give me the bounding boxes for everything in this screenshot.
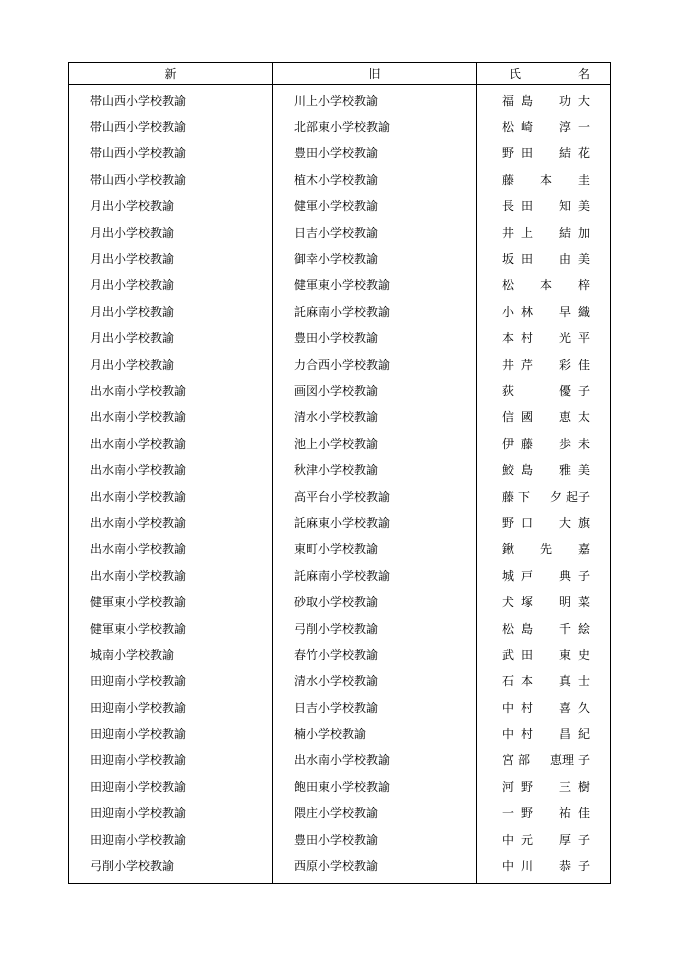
name-part: 厚 — [558, 832, 571, 847]
table-row — [69, 826, 611, 852]
name-part: 坂 — [502, 252, 515, 267]
name-part: 田 — [521, 647, 534, 662]
table-row — [69, 773, 611, 799]
personnel-table — [68, 62, 611, 884]
name-part — [540, 778, 552, 795]
new-position: 田迎南小学校教諭 — [69, 668, 273, 694]
name-part — [540, 356, 552, 373]
name-part: 野 — [502, 146, 515, 161]
header-new: 新 — [69, 63, 273, 85]
table-row — [69, 720, 611, 746]
old-position: 清水小学校教諭 — [273, 668, 477, 694]
name-part: 夕 — [549, 489, 562, 504]
person-name — [477, 641, 611, 667]
name-part: 野 — [502, 515, 515, 530]
old-position: 出水南小学校教諭 — [273, 747, 477, 773]
name-part: 宮 — [502, 753, 515, 768]
table-row — [69, 668, 611, 694]
name-part: 本 — [521, 674, 534, 689]
table-row — [69, 166, 611, 192]
table-row — [69, 219, 611, 245]
old-position: 画図小学校教諭 — [273, 377, 477, 403]
person-name — [477, 588, 611, 614]
old-position: 楠小学校教諭 — [273, 720, 477, 746]
name-part: 藤 — [502, 489, 515, 504]
new-position: 田迎南小学校教諭 — [69, 800, 273, 826]
person-name — [477, 430, 611, 456]
name-part: 美 — [577, 463, 590, 478]
person-name — [477, 509, 611, 535]
name-part: 下 — [518, 489, 531, 504]
name-part: 井 — [502, 357, 515, 372]
name-part — [534, 488, 546, 505]
person-name — [477, 747, 611, 773]
name-part — [521, 382, 533, 399]
name-part: 芹 — [521, 357, 534, 372]
name-part: 雅 — [558, 463, 571, 478]
name-part — [540, 699, 552, 716]
name-part: 犬 — [502, 595, 515, 610]
name-part: 口 — [521, 515, 534, 530]
name-part: 東 — [558, 647, 571, 662]
table-row — [69, 351, 611, 377]
table-row — [69, 193, 611, 219]
name-part: 松 — [502, 278, 515, 293]
name-part — [540, 382, 552, 399]
name-part — [540, 804, 552, 821]
header-row — [69, 63, 611, 85]
new-position: 月出小学校教諭 — [69, 298, 273, 324]
name-part: 嘉 — [577, 542, 590, 557]
old-position: 植木小学校教諭 — [273, 166, 477, 192]
name-part: 美 — [577, 252, 590, 267]
old-position: 御幸小学校教諭 — [273, 245, 477, 271]
person-name — [477, 351, 611, 377]
name-part: 野 — [521, 806, 534, 821]
name-part: 崎 — [521, 120, 534, 135]
name-part — [521, 276, 533, 293]
person-name — [477, 166, 611, 192]
name-part: 中 — [502, 832, 515, 847]
person-name — [477, 140, 611, 166]
name-part — [540, 250, 552, 267]
old-position: 豊田小学校教諭 — [273, 325, 477, 351]
name-part: 河 — [502, 779, 515, 794]
name-part: 由 — [558, 252, 571, 267]
name-part: 本 — [539, 278, 552, 293]
name-part: 佳 — [577, 357, 590, 372]
name-part — [559, 171, 571, 188]
name-part: 千 — [558, 621, 571, 636]
new-position: 弓削小学校教諭 — [69, 852, 273, 883]
name-part: 大 — [558, 515, 571, 530]
old-position: 春竹小学校教諭 — [273, 641, 477, 667]
name-part — [540, 672, 552, 689]
name-part: 恭 — [558, 859, 571, 874]
name-part: 未 — [577, 436, 590, 451]
name-part: 久 — [577, 700, 590, 715]
name-part: 佳 — [577, 806, 590, 821]
old-position: 日吉小学校教諭 — [273, 219, 477, 245]
new-position: 月出小学校教諭 — [69, 219, 273, 245]
person-name — [477, 668, 611, 694]
name-part: 早 — [558, 304, 571, 319]
name-part: 花 — [577, 146, 590, 161]
name-part: 部 — [518, 753, 531, 768]
new-position: 出水南小学校教諭 — [69, 377, 273, 403]
name-part: 塚 — [521, 595, 534, 610]
name-part — [559, 276, 571, 293]
name-part: 子 — [577, 383, 590, 398]
table-row — [69, 615, 611, 641]
name-part — [540, 620, 552, 637]
name-part: 村 — [521, 700, 534, 715]
name-part — [540, 593, 552, 610]
name-part: 歩 — [558, 436, 571, 451]
name-part: 元 — [521, 832, 534, 847]
new-position: 月出小学校教諭 — [69, 272, 273, 298]
name-part: 平 — [577, 331, 590, 346]
new-position: 出水南小学校教諭 — [69, 536, 273, 562]
old-position: 川上小学校教諭 — [273, 85, 477, 114]
table-row — [69, 456, 611, 482]
new-position: 帯山西小学校教諭 — [69, 113, 273, 139]
name-part — [540, 144, 552, 161]
name-part: 鮫 — [502, 463, 515, 478]
old-position: 弓削小学校教諭 — [273, 615, 477, 641]
name-part: 旗 — [577, 515, 590, 530]
person-name — [477, 245, 611, 271]
new-position: 健軍東小学校教諭 — [69, 588, 273, 614]
table-row — [69, 588, 611, 614]
old-position: 隈庄小学校教諭 — [273, 800, 477, 826]
name-part: 川 — [521, 859, 534, 874]
header-name — [477, 63, 611, 85]
new-position: 健軍東小学校教諭 — [69, 615, 273, 641]
name-part: 小 — [502, 304, 515, 319]
name-part: 長 — [502, 199, 515, 214]
name-part: 田 — [521, 199, 534, 214]
name-part: 島 — [521, 93, 534, 108]
name-part: 樹 — [577, 779, 590, 794]
new-position: 月出小学校教諭 — [69, 351, 273, 377]
name-part: 井 — [502, 225, 515, 240]
person-name — [477, 193, 611, 219]
name-part: 島 — [521, 621, 534, 636]
table-row — [69, 800, 611, 826]
person-name — [477, 615, 611, 641]
new-position: 帯山西小学校教諭 — [69, 140, 273, 166]
person-name — [477, 773, 611, 799]
name-part: 村 — [521, 331, 534, 346]
name-part: 福 — [502, 93, 515, 108]
new-position: 田迎南小学校教諭 — [69, 694, 273, 720]
name-part: 島 — [521, 463, 534, 478]
name-part — [540, 831, 552, 848]
name-part: 國 — [521, 410, 534, 425]
name-part: 林 — [521, 304, 534, 319]
table-row — [69, 404, 611, 430]
table-row — [69, 245, 611, 271]
name-part: 士 — [577, 674, 590, 689]
name-part: 子 — [577, 832, 590, 847]
name-part: 知 — [558, 199, 571, 214]
person-name — [477, 298, 611, 324]
old-position: 秋津小学校教諭 — [273, 456, 477, 482]
name-part: 恵 — [558, 410, 571, 425]
table-row — [69, 747, 611, 773]
person-name — [477, 404, 611, 430]
name-part: 美 — [577, 199, 590, 214]
name-part: 起子 — [565, 489, 590, 504]
name-part: 鍬 — [502, 542, 515, 557]
old-position: 砂取小学校教諭 — [273, 588, 477, 614]
name-part: 大 — [577, 93, 590, 108]
name-part — [540, 408, 552, 425]
name-part: 三 — [558, 779, 571, 794]
name-part: 子 — [577, 753, 590, 768]
person-name — [477, 483, 611, 509]
person-name — [477, 85, 611, 114]
old-position: 託麻南小学校教諭 — [273, 298, 477, 324]
person-name — [477, 536, 611, 562]
name-part: 伊 — [502, 436, 515, 451]
name-part: 昌 — [558, 727, 571, 742]
new-position: 出水南小学校教諭 — [69, 456, 273, 482]
old-position: 健軍小学校教諭 — [273, 193, 477, 219]
old-position: 日吉小学校教諭 — [273, 694, 477, 720]
name-part — [540, 725, 552, 742]
name-part — [540, 92, 552, 109]
name-part: 藤 — [521, 436, 534, 451]
name-part: 子 — [577, 859, 590, 874]
name-part: 一 — [502, 806, 515, 821]
name-part — [521, 171, 533, 188]
new-position: 城南小学校教諭 — [69, 641, 273, 667]
name-part: 優 — [558, 383, 571, 398]
new-position: 田迎南小学校教諭 — [69, 747, 273, 773]
name-part: 中 — [502, 727, 515, 742]
name-part: 絵 — [577, 621, 590, 636]
name-part: 城 — [502, 568, 515, 583]
name-part: 武 — [502, 647, 515, 662]
name-part — [540, 567, 552, 584]
name-part — [540, 329, 552, 346]
old-position: 高平台小学校教諭 — [273, 483, 477, 509]
name-part: 光 — [558, 331, 571, 346]
table-row — [69, 852, 611, 883]
table-row — [69, 483, 611, 509]
name-part — [540, 224, 552, 241]
name-part: 松 — [502, 120, 515, 135]
new-position: 出水南小学校教諭 — [69, 404, 273, 430]
header-old: 旧 — [273, 63, 477, 85]
name-part: 本 — [539, 172, 552, 187]
name-part: 結 — [558, 146, 571, 161]
old-position: 北部東小学校教諭 — [273, 113, 477, 139]
name-part: 織 — [577, 304, 590, 319]
name-part: 上 — [521, 225, 534, 240]
name-part: 中 — [502, 700, 515, 715]
table-row — [69, 85, 611, 114]
name-part: 喜 — [558, 700, 571, 715]
person-name — [477, 272, 611, 298]
name-part: 田 — [521, 252, 534, 267]
new-position: 田迎南小学校教諭 — [69, 826, 273, 852]
name-part — [559, 540, 571, 557]
new-position: 月出小学校教諭 — [69, 245, 273, 271]
name-part — [540, 857, 552, 874]
name-part: 彩 — [558, 357, 571, 372]
new-position: 帯山西小学校教諭 — [69, 85, 273, 114]
table-row — [69, 694, 611, 720]
new-position: 月出小学校教諭 — [69, 193, 273, 219]
name-part: 先 — [539, 542, 552, 557]
name-part: 圭 — [577, 172, 590, 187]
person-name — [477, 694, 611, 720]
person-name — [477, 456, 611, 482]
name-part: 藤 — [502, 172, 515, 187]
old-position: 池上小学校教諭 — [273, 430, 477, 456]
new-position: 田迎南小学校教諭 — [69, 720, 273, 746]
old-position: 豊田小学校教諭 — [273, 826, 477, 852]
table-row — [69, 377, 611, 403]
name-part: 荻 — [502, 383, 515, 398]
old-position: 託麻南小学校教諭 — [273, 562, 477, 588]
header-name-b: 名 — [577, 67, 590, 81]
person-name — [477, 325, 611, 351]
person-name — [477, 562, 611, 588]
name-part: 紀 — [577, 727, 590, 742]
name-part — [534, 751, 546, 768]
person-name — [477, 852, 611, 883]
old-position: 西原小学校教諭 — [273, 852, 477, 883]
name-part: 野 — [521, 779, 534, 794]
person-name — [477, 219, 611, 245]
table-row — [69, 325, 611, 351]
name-part — [540, 118, 552, 135]
name-part: 一 — [577, 120, 590, 135]
table-row — [69, 272, 611, 298]
name-part: 結 — [558, 225, 571, 240]
old-position: 飽田東小学校教諭 — [273, 773, 477, 799]
name-part — [540, 435, 552, 452]
old-position: 力合西小学校教諭 — [273, 351, 477, 377]
new-position: 田迎南小学校教諭 — [69, 773, 273, 799]
new-position: 出水南小学校教諭 — [69, 430, 273, 456]
new-position: 月出小学校教諭 — [69, 325, 273, 351]
name-part: 本 — [502, 331, 515, 346]
person-name — [477, 113, 611, 139]
name-part: 太 — [577, 410, 590, 425]
name-part — [540, 197, 552, 214]
name-part: 松 — [502, 621, 515, 636]
old-position: 東町小学校教諭 — [273, 536, 477, 562]
name-part: 真 — [558, 674, 571, 689]
table-row — [69, 113, 611, 139]
new-position: 出水南小学校教諭 — [69, 483, 273, 509]
person-name — [477, 720, 611, 746]
name-part: 信 — [502, 410, 515, 425]
name-part: 史 — [577, 647, 590, 662]
person-name — [477, 377, 611, 403]
new-position: 出水南小学校教諭 — [69, 562, 273, 588]
name-part: 中 — [502, 859, 515, 874]
name-part — [540, 514, 552, 531]
header-name-a: 氏 — [509, 67, 522, 81]
old-position: 託麻東小学校教諭 — [273, 509, 477, 535]
name-part: 明 — [558, 595, 571, 610]
name-part — [540, 303, 552, 320]
new-position: 出水南小学校教諭 — [69, 509, 273, 535]
name-part: 淳 — [558, 120, 571, 135]
person-name — [477, 826, 611, 852]
name-part: 恵理 — [549, 753, 574, 768]
name-part: 村 — [521, 727, 534, 742]
table-row — [69, 298, 611, 324]
table-row — [69, 641, 611, 667]
name-part: 菜 — [577, 595, 590, 610]
name-part: 典 — [558, 568, 571, 583]
old-position: 清水小学校教諭 — [273, 404, 477, 430]
name-part: 梓 — [577, 278, 590, 293]
person-name — [477, 800, 611, 826]
name-part: 祐 — [558, 806, 571, 821]
table-row — [69, 562, 611, 588]
name-part — [521, 540, 533, 557]
table-row — [69, 140, 611, 166]
old-position: 健軍東小学校教諭 — [273, 272, 477, 298]
table-row — [69, 536, 611, 562]
name-part — [540, 646, 552, 663]
name-part: 功 — [558, 93, 571, 108]
name-part: 子 — [577, 568, 590, 583]
name-part: 戸 — [521, 568, 534, 583]
old-position: 豊田小学校教諭 — [273, 140, 477, 166]
name-part: 田 — [521, 146, 534, 161]
name-part: 石 — [502, 674, 515, 689]
table-row — [69, 509, 611, 535]
name-part: 加 — [577, 225, 590, 240]
table-row — [69, 430, 611, 456]
name-part — [540, 461, 552, 478]
new-position: 帯山西小学校教諭 — [69, 166, 273, 192]
